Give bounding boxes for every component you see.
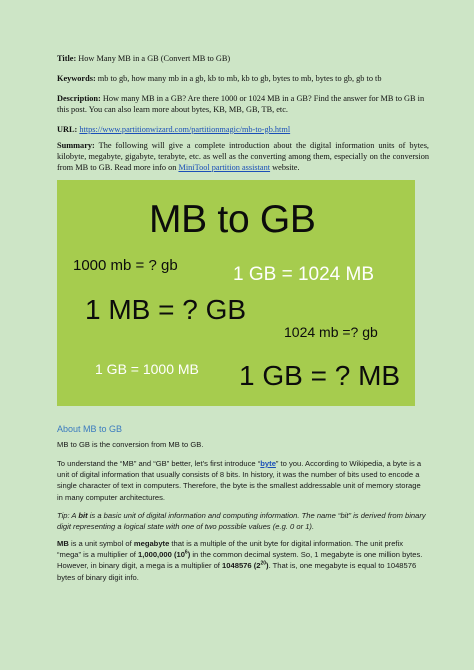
tip-text: is a basic unit of digital information and computing information. The name “bit” is derived from binary digit representing a logical state with one of two possible values (e.g. 0 or 1). (57, 511, 426, 532)
exp-20: 20 (260, 560, 267, 567)
banner-question-1000mb: 1000 mb = ? gb (73, 257, 178, 274)
p3-text-b: that is a multiple of the unit byte for digital information. The unit prefix “mega” is a multiplier of (57, 539, 404, 560)
p1-text-b: ” to you. According to Wikipedia, a byte is a unit of digital information that usually consists of 8 bits. In history, it was the number of bits used to encode a single character of text in computers. Therefore, the byte is the smallest addressable unit of memory storage in many computer architectures. (57, 459, 422, 502)
tip-bold: bit (78, 511, 88, 520)
summary-end: website. (272, 163, 300, 172)
banner-answer-1000: 1 GB = 1000 MB (95, 361, 199, 377)
exp-6: 6 (184, 549, 188, 556)
mb-term: MB (57, 539, 69, 548)
p1-text-a: To understand the “MB” and “GB” better, let’s first introduce “ (57, 459, 261, 468)
url-link[interactable]: https://www.partitionwizard.com/partitionmagic/mb-to-gb.html (79, 125, 291, 134)
title-label: Title: (57, 54, 77, 63)
section-heading: About MB to GB (57, 424, 123, 434)
p3-text-a: is a unit symbol of (70, 539, 132, 548)
title-value: How Many MB in a GB (Convert MB to GB) (78, 54, 231, 63)
intro-paragraph: MB to GB is the conversion from MB to GB. (57, 440, 204, 449)
summary-text: The following will give a complete introduction about the digital information units of bytes, kilobyte, megabyte, gigabyte, terabyte, etc. as well as the converting among them, especially on the conversion from MB to GB. Read more info on (57, 141, 429, 172)
p3-text-c: in the common decimal system. So, 1 megabyte is one million bytes. However, in binary digit, a mega is a multiplier of (57, 550, 423, 571)
tip-label: Tip: A (57, 511, 77, 520)
meta-title (57, 53, 429, 64)
byte-link[interactable]: byte (260, 459, 276, 468)
million-value: 1,000,000 (10 (138, 550, 185, 560)
minitool-link[interactable]: MiniTool partition assistant (178, 163, 271, 172)
banner-answer-1024: 1 GB = 1024 MB (233, 264, 374, 285)
keywords-value: mb to gb, how many mb in a gb, kb to mb, kb to gb, bytes to mb, bytes to gb, gb to tb (97, 74, 382, 83)
p3-text-d: . That is, one megabyte is equal to 1048576 bytes of binary digit info. (57, 561, 417, 582)
meta-url (57, 124, 429, 135)
description-label: Description: (57, 94, 101, 103)
summary-label: Summary: (57, 141, 95, 150)
meta-description (57, 93, 429, 115)
banner-question-1gb: 1 GB = ? MB (239, 360, 401, 391)
binary-value: 1048576 (2 (222, 561, 261, 571)
description-value: How many MB in a GB? Are there 1000 or 1024 MB in a GB? Find the answer for MB to GB in this post. You can also learn more about bytes, KB, MB, GB, TB, etc. (57, 94, 425, 114)
megabyte-term: megabyte (133, 539, 170, 548)
tip-paragraph (57, 510, 427, 532)
url-label: URL: (57, 125, 78, 134)
megabyte-paragraph: MB is a unit symbol of megabyte that is a multiple of the unit byte for digital information. The unit prefix “mega” is a multiplier of 1,000,000 $(10^6)$ in the common decimal system. So, 1 megabyte is one million bytes. However, in binary digit, a mega is a multiplier of 1048576 $(2^{20})$. That is, one megabyte is equal to 1048576 bytes of binary digit info. (57, 539, 423, 582)
meta-keywords (57, 73, 429, 84)
banner-headline: MB to GB (149, 198, 316, 241)
banner-question-1mb: 1 MB = ? GB (85, 294, 247, 325)
banner-question-1024mb: 1024 mb =? gb (284, 324, 378, 340)
meta-summary (57, 140, 429, 173)
mb-to-gb-banner (57, 180, 415, 406)
keywords-label: Keywords: (57, 74, 96, 83)
byte-paragraph (57, 458, 427, 503)
